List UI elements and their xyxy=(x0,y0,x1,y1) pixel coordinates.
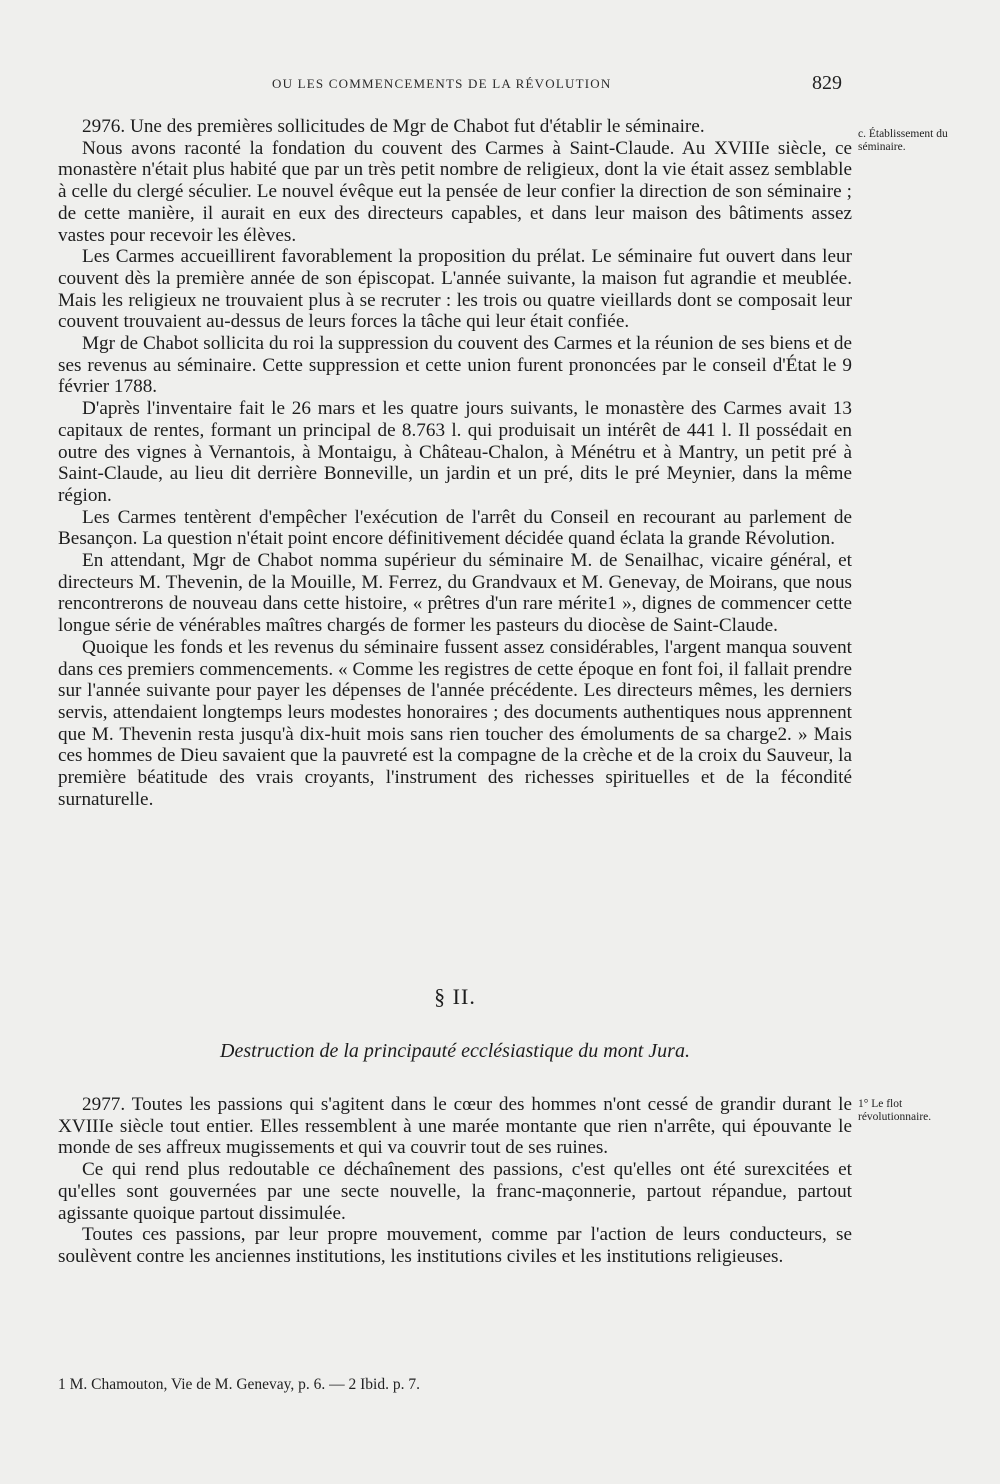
paragraph: Nous avons raconté la fondation du couvent des Carmes à Saint-Claude. Au XVIIIe siècle, ce monastère n'était plus habité que par un très petit nombre de religieux, dont la vie était assez semblable à celle du clergé séculier. Le nouvel évêque eut la pensée de leur confier la direction de son séminaire ; de cette manière, il aurait en eux des directeurs capables, et dans leur maison des bâtiments assez vastes pour recevoir les élèves. xyxy=(58,137,852,246)
paragraph: 2977. Toutes les passions qui s'agitent dans le cœur des hommes n'ont cessé de grandir durant le XVIIIe siècle tout entier. Elles ressemblent à une marée montante que rien n'arrête, qui épouvante le monde de ses affreux mugissements et qui va couvrir tout de ses ruines. xyxy=(58,1094,852,1159)
main-text-bottom xyxy=(58,1094,852,1268)
section-number: § II. xyxy=(434,984,476,1009)
margin-note-seminaire: c. Établissement du séminaire. xyxy=(858,128,948,153)
paragraph: Les Carmes accueillirent favorablement la proposition du prélat. Le séminaire fut ouvert dans leur couvent dès la première année de son épiscopat. L'année suivante, la maison fut agrandie et meublée. Mais les religieux ne trouvaient plus à se recruter : les trois ou quatre vieillards dont se composait leur couvent trouvaient au-dessus de leurs forces la tâche qui leur était confiée. xyxy=(58,246,852,333)
paragraph: 2976. Une des premières sollicitudes de Mgr de Chabot fut d'établir le séminaire. xyxy=(82,116,705,137)
paragraph: Mgr de Chabot sollicita du roi la suppression du couvent des Carmes et la réunion de ses biens et de ses revenus au séminaire. Cette suppression et cette union furent prononcées par le conseil d'État le 9 février 1788. xyxy=(58,333,852,398)
margin-note-flot: 1° Le flot révolutionnaire. xyxy=(858,1098,932,1123)
running-title: OU LES COMMENCEMENTS DE LA RÉVOLUTION xyxy=(272,76,612,91)
paragraph: En attendant, Mgr de Chabot nomma supérieur du séminaire M. de Senailhac, vicaire général, et directeurs M. Thevenin, de la Mouille, M. Ferrez, du Grandvaux et M. Genevay, de Moirans, que nous rencontrerons de nouveau dans cette histoire, « prêtres d'un rare mérite1 », dignes de commencer cette longue série de vénérables maîtres chargés de former les pasteurs du diocèse de Saint-Claude. xyxy=(58,550,852,637)
section-title: Destruction de la principauté ecclésiastique du mont Jura. xyxy=(220,1040,690,1062)
footnote: 1 M. Chamouton, Vie de M. Genevay, p. 6. — 2 Ibid. p. 7. xyxy=(58,1376,420,1393)
paragraph: Ce qui rend plus redoutable ce déchaînement des passions, c'est qu'elles ont été surexcitées et qu'elles sont gouvernées par une secte nouvelle, la franc-maçonnerie, partout répandue, partout agissante quoique partout dissimulée. xyxy=(58,1159,852,1224)
page-number: 829 xyxy=(812,72,842,94)
paragraph: Toutes ces passions, par leur propre mouvement, comme par l'action de leurs conducteurs, se soulèvent contre les anciennes institutions, les institutions civiles et les institutions religieuses. xyxy=(58,1224,852,1267)
paragraph: D'après l'inventaire fait le 26 mars et les quatre jours suivants, le monastère des Carmes avait 13 capitaux de rentes, formant un principal de 8.763 l. qui produisait un intérêt de 441 l. Il possédait en outre des vignes à Vernantois, à Montaigu, à Château-Chalon, à Ménétru et à Mantry, un petit pré à Saint-Claude, au lieu dit derrière Bonneville, un jardin et un pré, dits le pré Meynier, dans la même région. xyxy=(58,398,852,506)
main-text-top xyxy=(58,116,852,811)
paragraph: Les Carmes tentèrent d'empêcher l'exécution de l'arrêt du Conseil en recourant au parlement de Besançon. La question n'était point encore définitivement décidée quand éclata la grande Révolution. xyxy=(58,506,852,550)
paragraph: Quoique les fonds et les revenus du séminaire fussent assez considérables, l'argent manqua souvent dans ces premiers commencements. « Comme les registres de cette époque en font foi, il fallait prendre sur l'année suivante pour payer les dépenses de l'année précédente. Les directeurs mêmes, les derniers servis, attendaient longtemps leurs modestes honoraires ; des documents authentiques nous apprennent que M. Thevenin resta jusqu'à dix-huit mois sans rien toucher des émoluments de sa charge2. » Mais ces hommes de Dieu savaient que la pauvreté est la compagne de la crèche et de la croix du Sauveur, la première béatitude des vrais croyants, l'instrument des richesses spirituelles et de la fécondité surnaturelle. xyxy=(58,636,852,810)
